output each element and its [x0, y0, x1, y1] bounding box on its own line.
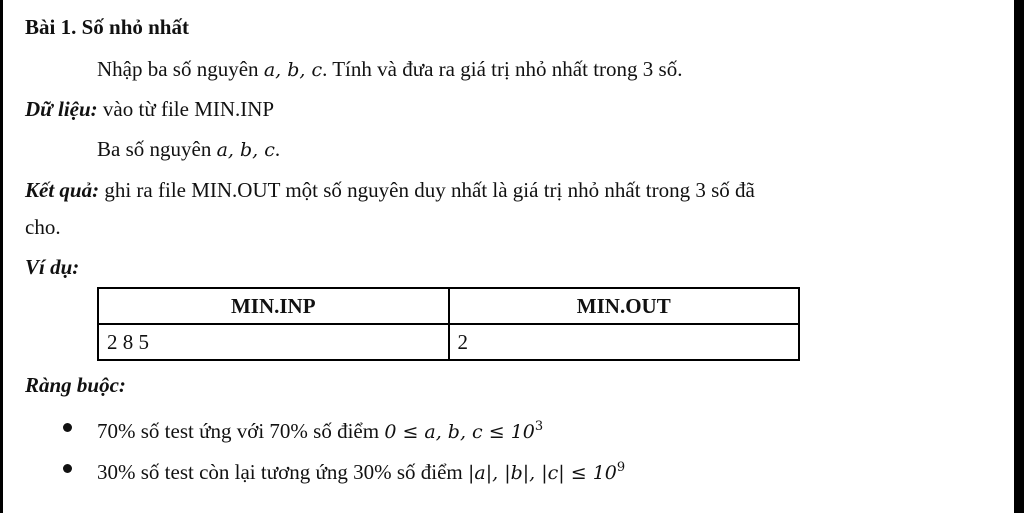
table-row [98, 324, 799, 360]
output-description [25, 177, 755, 203]
constraint-2-text: 30% số test còn lại tương ứng 30% số điểm [97, 460, 468, 484]
example-table [97, 287, 800, 361]
input-description [25, 96, 274, 122]
input-format [97, 136, 280, 163]
statement-text: Nhập ba số nguyên [97, 57, 264, 81]
input-format-text: Ba số nguyên [97, 137, 217, 161]
statement-vars: a, b, c [263, 59, 323, 81]
constraint-item-1 [97, 414, 543, 445]
problem-statement [97, 56, 682, 83]
output-text: ghi ra file MIN.OUT một số nguyên duy nhất là giá trị nhỏ nhất trong 3 số đã [99, 178, 755, 202]
constraint-2-exponent: 9 [616, 460, 626, 475]
constraint-item-2 [97, 455, 625, 486]
input-label: Dữ liệu: [25, 97, 98, 121]
problem-title: Bài 1. Số nhỏ nhất [25, 15, 189, 39]
header-min-inp: MIN.INP [98, 288, 449, 324]
bullet-icon [63, 423, 72, 432]
cell-input: 2 8 5 [98, 324, 449, 360]
constraint-1-text: 70% số test ứng với 70% số điểm [97, 419, 385, 443]
constraint-1-math: 0 ≤ a, b, c ≤ 10 [384, 421, 535, 443]
constraints-label: Ràng buộc: [25, 373, 126, 397]
input-format-vars: a, b, c [216, 139, 275, 161]
example-label: Ví dụ: [25, 255, 80, 279]
table-header-row [98, 288, 799, 324]
input-format-end: . [274, 137, 281, 161]
constraint-1-exponent: 3 [534, 419, 544, 434]
statement-text-end: . Tính và đưa ra giá trị nhỏ nhất trong 3 số. [322, 57, 683, 81]
output-label: Kết quả: [25, 178, 100, 202]
header-min-out: MIN.OUT [449, 288, 800, 324]
cell-output: 2 [449, 324, 800, 360]
bullet-icon [63, 464, 72, 473]
input-text: vào từ file MIN.INP [97, 97, 275, 121]
output-continuation: cho. [25, 215, 61, 239]
constraint-2-math: |a|, |b|, |c| ≤ 10 [468, 462, 617, 484]
